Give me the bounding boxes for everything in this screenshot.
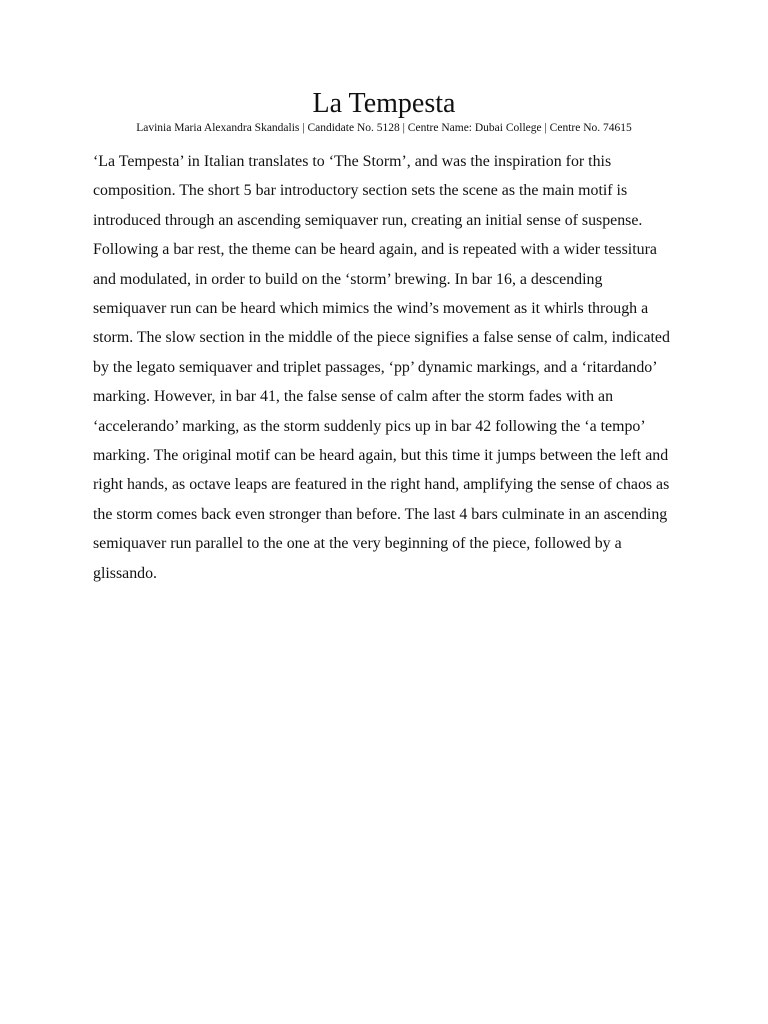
- author-byline: Lavinia Maria Alexandra Skandalis | Candidate No. 5128 | Centre Name: Dubai College | Centre No. 74615: [136, 122, 632, 134]
- document-title: La Tempesta: [312, 88, 456, 119]
- body-paragraph: ‘La Tempesta’ in Italian translates to ‘The Storm’, and was the inspiration for this composition. The short 5 bar introductory section sets the scene as the main motif is introduced through an ascending semiquaver run, creating an initial sense of suspense. Following a bar rest, the theme can be heard again, and is repeated with a wider tessitura and modulated, in order to build on the ‘storm’ brewing. In bar 16, a descending semiquaver run can be heard which mimics the wind’s movement as it whirls through a storm. The slow section in the middle of the piece signifies a false sense of calm, indicated by the legato semiquaver and triplet passages, ‘pp’ dynamic markings, and a ‘ritardando’ marking. However, in bar 41, the false sense of calm after the storm fades with an ‘accelerando’ marking, as the storm suddenly pics up in bar 42 following the ‘a tempo’ marking. The original motif can be heard again, but this time it jumps between the left and right hands, as octave leaps are featured in the right hand, amplifying the sense of chaos as the storm comes back even stronger than before. The last 4 bars culminate in an ascending semiquaver run parallel to the one at the very beginning of the piece, followed by a glissando.: [93, 153, 670, 582]
